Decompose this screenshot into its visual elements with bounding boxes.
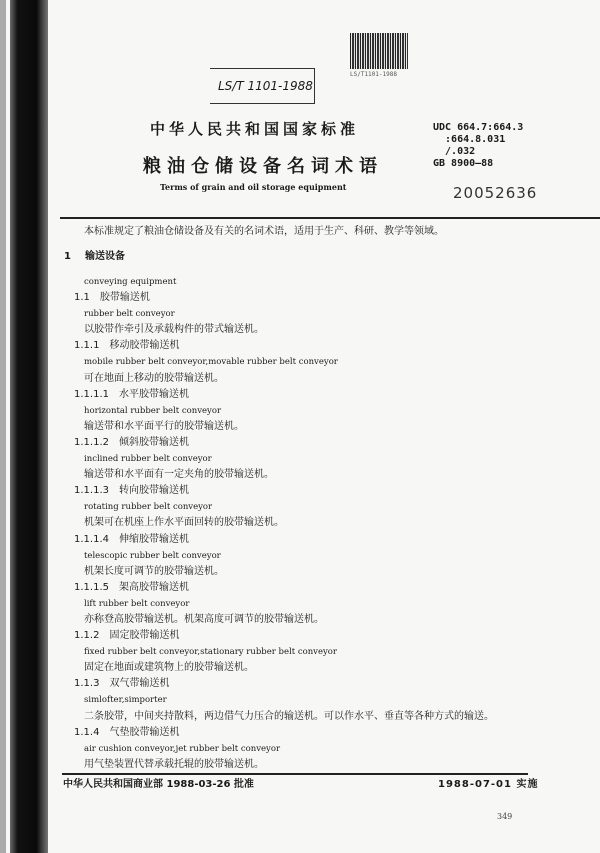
udc-line: /.032: [433, 146, 476, 157]
term-entry: [64, 435, 494, 483]
page-number: 349: [497, 812, 513, 821]
term-number: 1.1.1.1: [74, 388, 109, 400]
term-heading: [64, 532, 494, 548]
term-english: rotating rubber belt conveyor: [84, 502, 213, 513]
term-heading: [64, 628, 494, 644]
udc-line: :664.8.031: [433, 134, 506, 145]
term-entry: [64, 628, 494, 676]
term-english: rubber belt conveyor: [84, 309, 175, 320]
term-english: telescopic rubber belt conveyor: [84, 550, 221, 561]
term-chinese: 胶带输送机: [99, 292, 150, 304]
term-english: fixed rubber belt conveyor,stationary rubber belt conveyor: [84, 647, 337, 658]
term-definition: 机架可在机座上作水平面回转的胶带输送机。: [84, 517, 284, 529]
term-entry: [64, 580, 494, 628]
gb-number: GB 8900—88: [433, 158, 494, 169]
term-chinese: 伸缩胶带输送机: [119, 533, 189, 545]
term-chinese: 倾斜胶带输送机: [119, 436, 189, 448]
national-standard-heading: 中华人民共和国国家标准: [150, 120, 360, 138]
section-heading: [64, 250, 139, 264]
binding-shadow: [10, 0, 48, 853]
udc-line: UDC 664.7:664.3: [433, 122, 524, 133]
scan-edge: [0, 0, 6, 853]
term-definition: 用气垫装置代替承载托辊的胶带输送机。: [84, 758, 264, 770]
term-number: 1.1.1.2: [74, 436, 109, 448]
term-definition: 输送带和水平面有一定夹角的胶带输送机。: [84, 469, 274, 481]
section-title: 输送设备: [84, 251, 125, 262]
term-number: 1.1.1.5: [74, 581, 109, 593]
section-english: conveying equipment: [84, 277, 177, 287]
term-number: 1.1.4: [74, 726, 100, 738]
term-list: [64, 274, 494, 773]
term-entry: [64, 290, 494, 338]
term-heading: [64, 580, 494, 596]
term-english: air cushion conveyor,jet rubber belt conveyor: [84, 743, 281, 754]
term-entry: [64, 483, 494, 531]
term-english: mobile rubber belt conveyor,movable rubber belt conveyor: [84, 357, 338, 368]
intro-paragraph: 本标准规定了粮油仓储设备及有关的名词术语，适用于生产、科研、教学等领域。: [84, 226, 444, 237]
term-number: 1.1: [74, 292, 90, 304]
term-heading: [64, 483, 494, 499]
page-title: 粮油仓储设备名词术语: [143, 156, 383, 177]
term-definition: 二条胶带，中间夹持散料，两边借气力压合的输送机。可以作水平、垂直等各种方式的输送。: [84, 710, 494, 722]
term-entry: [64, 387, 494, 435]
term-english: lift rubber belt conveyor: [84, 598, 190, 609]
term-chinese: 架高胶带输送机: [119, 581, 189, 593]
term-chinese: 固定胶带输送机: [109, 630, 180, 642]
english-subtitle: Terms of grain and oil storage equipment: [160, 182, 347, 192]
effective-date: 1988-07-01 实施: [438, 779, 539, 790]
term-entry: [64, 338, 494, 386]
term-definition: 机架长度可调节的胶带输送机。: [84, 565, 224, 577]
handwritten-code: LS/T 1101-1988: [210, 68, 315, 104]
term-heading: [64, 676, 494, 692]
term-heading: [64, 725, 494, 741]
term-number: 1.1.1.4: [74, 533, 109, 545]
term-definition: 亦称登高胶带输送机。机架高度可调节的胶带输送机。: [84, 613, 324, 625]
barcode-label: LS/T1101-1988: [350, 71, 397, 78]
term-chinese: 双气带输送机: [109, 678, 170, 690]
term-chinese: 水平胶带输送机: [119, 388, 189, 400]
term-heading: [64, 435, 494, 451]
term-heading: [64, 290, 494, 306]
term-english: horizontal rubber belt conveyor: [84, 405, 222, 416]
divider: [60, 217, 600, 219]
term-number: 1.1.3: [74, 678, 100, 690]
barcode-image: [350, 33, 408, 69]
term-entry: [64, 725, 494, 773]
term-entry: [64, 532, 494, 580]
term-english: simlofter,simporter: [84, 695, 167, 706]
term-definition: 固定在地面或建筑物上的胶带输送机。: [84, 662, 254, 674]
term-number: 1.1.1.3: [74, 485, 109, 497]
term-definition: 以胶带作牵引及承载构件的带式输送机。: [84, 324, 264, 336]
term-definition: 可在地面上移动的胶带输送机。: [84, 372, 224, 384]
term-heading: [64, 387, 494, 403]
term-definition: 输送带和水平面平行的胶带输送机。: [84, 420, 244, 432]
term-chinese: 转向胶带输送机: [119, 485, 189, 497]
term-chinese: 气垫胶带输送机: [109, 726, 180, 738]
term-heading: [64, 338, 494, 354]
term-number: 1.1.2: [74, 630, 100, 642]
footer-divider: [62, 773, 528, 775]
term-entry: [64, 676, 494, 724]
term-chinese: 移动胶带输送机: [109, 340, 180, 352]
term-english: inclined rubber belt conveyor: [84, 454, 212, 465]
udc-classification: [433, 122, 523, 170]
approval-date: 中华人民共和国商业部 1988-03-26 批准: [63, 779, 254, 790]
section-number: 1: [64, 251, 71, 262]
term-number: 1.1.1: [74, 340, 100, 352]
document-number: 20052636: [453, 184, 538, 202]
